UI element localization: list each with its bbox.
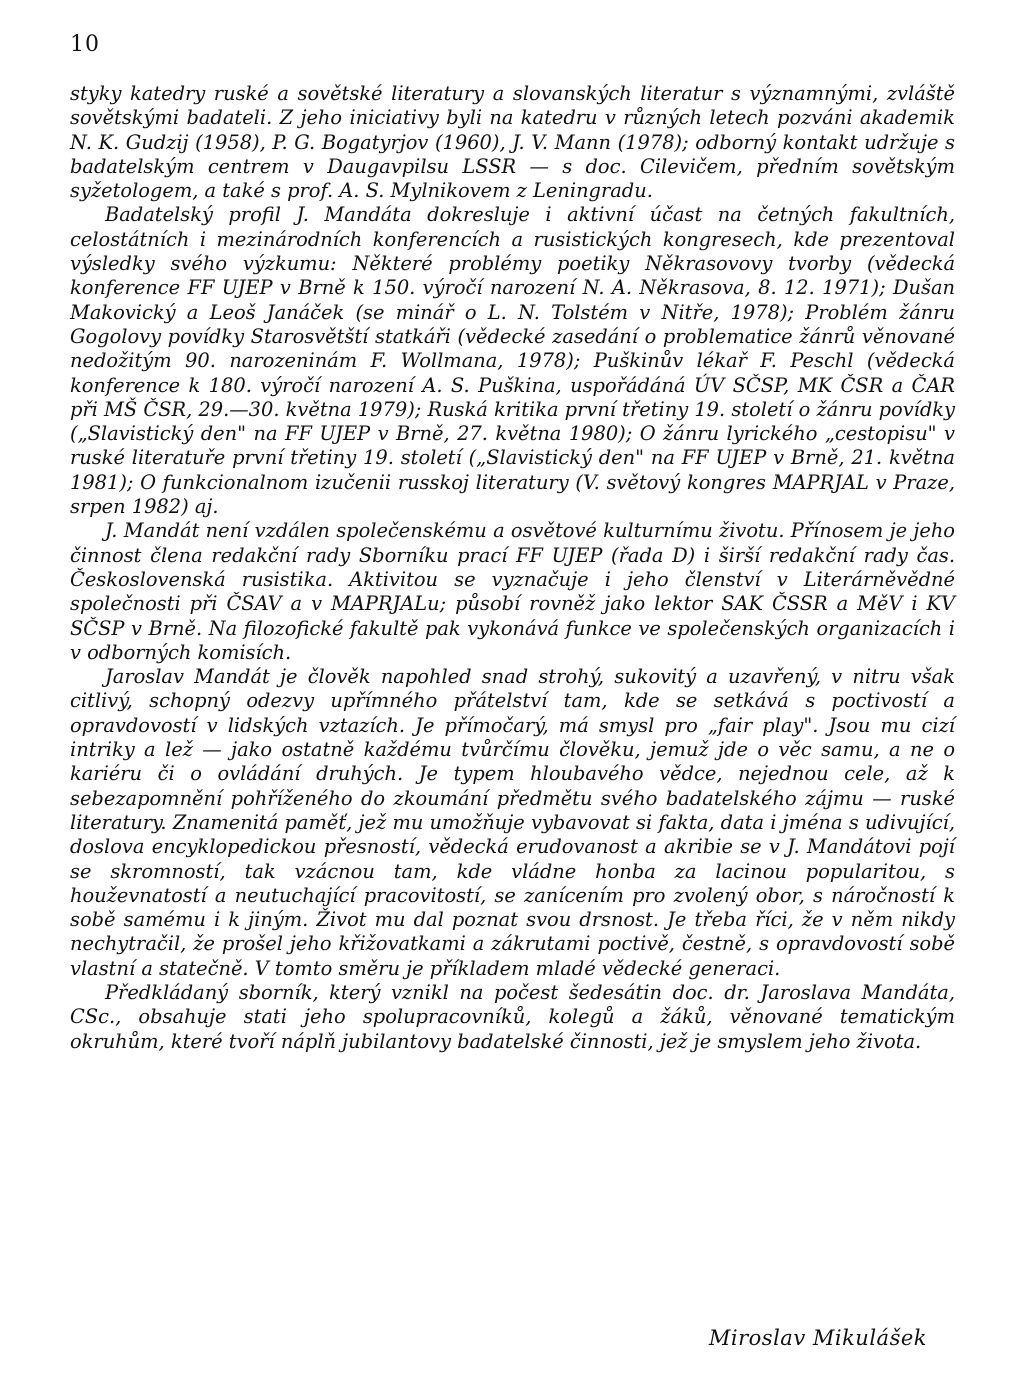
paragraph: Badatelský profil J. Mandáta dokresluje i aktivní účast na četných fakultních, celostátních i mezinárodních konferencích a rusistických kongresech, kde prezentoval výsledky svého výzkumu: Některé problémy poetiky Někrasovovy tvorby (vědecká konference FF UJEP v Brně k 150. výročí narození N. A. Někrasova, 8. 12. 1971); Dušan Makovický a Leoš Janáček (se minář o L. N. Tolstém v Nitře, 1978); Problém žánru Gogolovy povídky Starosvětští statkáři (vědecké zasedání o problematice žánrů věnované nedožitým 90. narozeninám F. Wollmana, 1978); Puškinův lékař F. Peschl (vědecká konference k 180. výročí narození A. S. Puškina, uspořádáná ÚV SČSP, MK ČSR a ČAR při MŠ ČSR, 29.—30. května 1979); Ruská kritika první třetiny 19. století o žánru povídky („Slavistický den" na FF UJEP v Brně, 27. května 1980); O žánru lyrického „cestopisu" v ruské literatuře první třetiny 19. století („Slavistický den" na FF UJEP v Brně, 21. května 1981); O funkcionalnom izučenii russkoj literatury (V. světový kongres MAPRJAL v Praze, srpen 1982) aj. bbox=[70, 203, 955, 519]
paragraph: Předkládaný sborník, který vznikl na počest šedesátin doc. dr. Jaroslava Mandáta, CSc., obsahuje stati jeho spolupracovníků, kolegů a žáků, věnované tematickým okruhům, které tvoří náplň jubilantovy badatelské činnosti, jež je smyslem jeho života. bbox=[70, 980, 955, 1053]
paragraph: Jaroslav Mandát je člověk napohled snad strohý, sukovitý a uzavřený, v nitru však citlivý, schopný odezvy upřímného přátelství tam, kde se setkává s poctivostí a opravdovostí v lidských vztazích. Je přímočarý, má smysl pro „fair play". Jsou mu cizí intriky a lež — jako ostatně každému tvůrčímu člověku, jemuž jde o věc samu, a ne o kariéru či o ovládání druhých. Je typem hloubavého vědce, nejednou cele, až k sebezapomnění pohříženého do zkoumání předmětu svého badatelského zájmu — ruské literatury. Znamenitá paměť, jež mu umožňuje vybavovat si fakta, data i jména s udivující, doslova encyklopedickou přesností, vědecká erudovanost a akribie se v J. Mandátovi pojí se skromností, tak vzácnou tam, kde vládne honba za lacinou popularitou, s houževnatostí a neutuchající pracovitostí, se zanícením pro zvolený obor, s náročností k sobě samému i k jiným. Život mu dal poznat svou drsnost. Je třeba říci, že v něm nikdy nechytračil, že prošel jeho křižovatkami a zákrutami poctivě, čestně, s opravdovostí sobě vlastní a statečně. V tomto směru je příkladem mladé vědecké generaci. bbox=[70, 665, 955, 980]
page-number: 10 bbox=[70, 32, 100, 57]
paragraph: J. Mandát není vzdálen společenskému a osvětové kulturnímu životu. Přínosem je jeho činnost člena redakční rady Sborníku prací FF UJEP (řada D) i širší redakční rady čas. Československá rusistika. Aktivitou se vyznačuje i jeho členství v Literárněvědné společnosti při ČSAV a v MAPRJALu; působí rovněž jako lektor SAK ČSSR a MěV i KV SČSP v Brně. Na filozofické fakultě pak vykonává funkce ve společenských organizacích i v odborných komisích. bbox=[70, 519, 955, 664]
body-text bbox=[70, 82, 955, 1054]
author-signature: Miroslav Mikulášek bbox=[708, 1326, 927, 1350]
paragraph: styky katedry ruské a sovětské literatury a slovanských literatur s významnými, zvláště sovětskými badateli. Z jeho iniciativy byli na katedru v různých letech pozváni akademik N. K. Gudzij (1958), P. G. Bogatyrjov (1960), J. V. Mann (1978); odborný kontakt udržuje s badatelským centrem v Daugavpilsu LSSR — s doc. Cilevičem, předním sovětským syžetologem, a také s prof. A. S. Mylnikovem z Leningradu. bbox=[70, 82, 955, 203]
